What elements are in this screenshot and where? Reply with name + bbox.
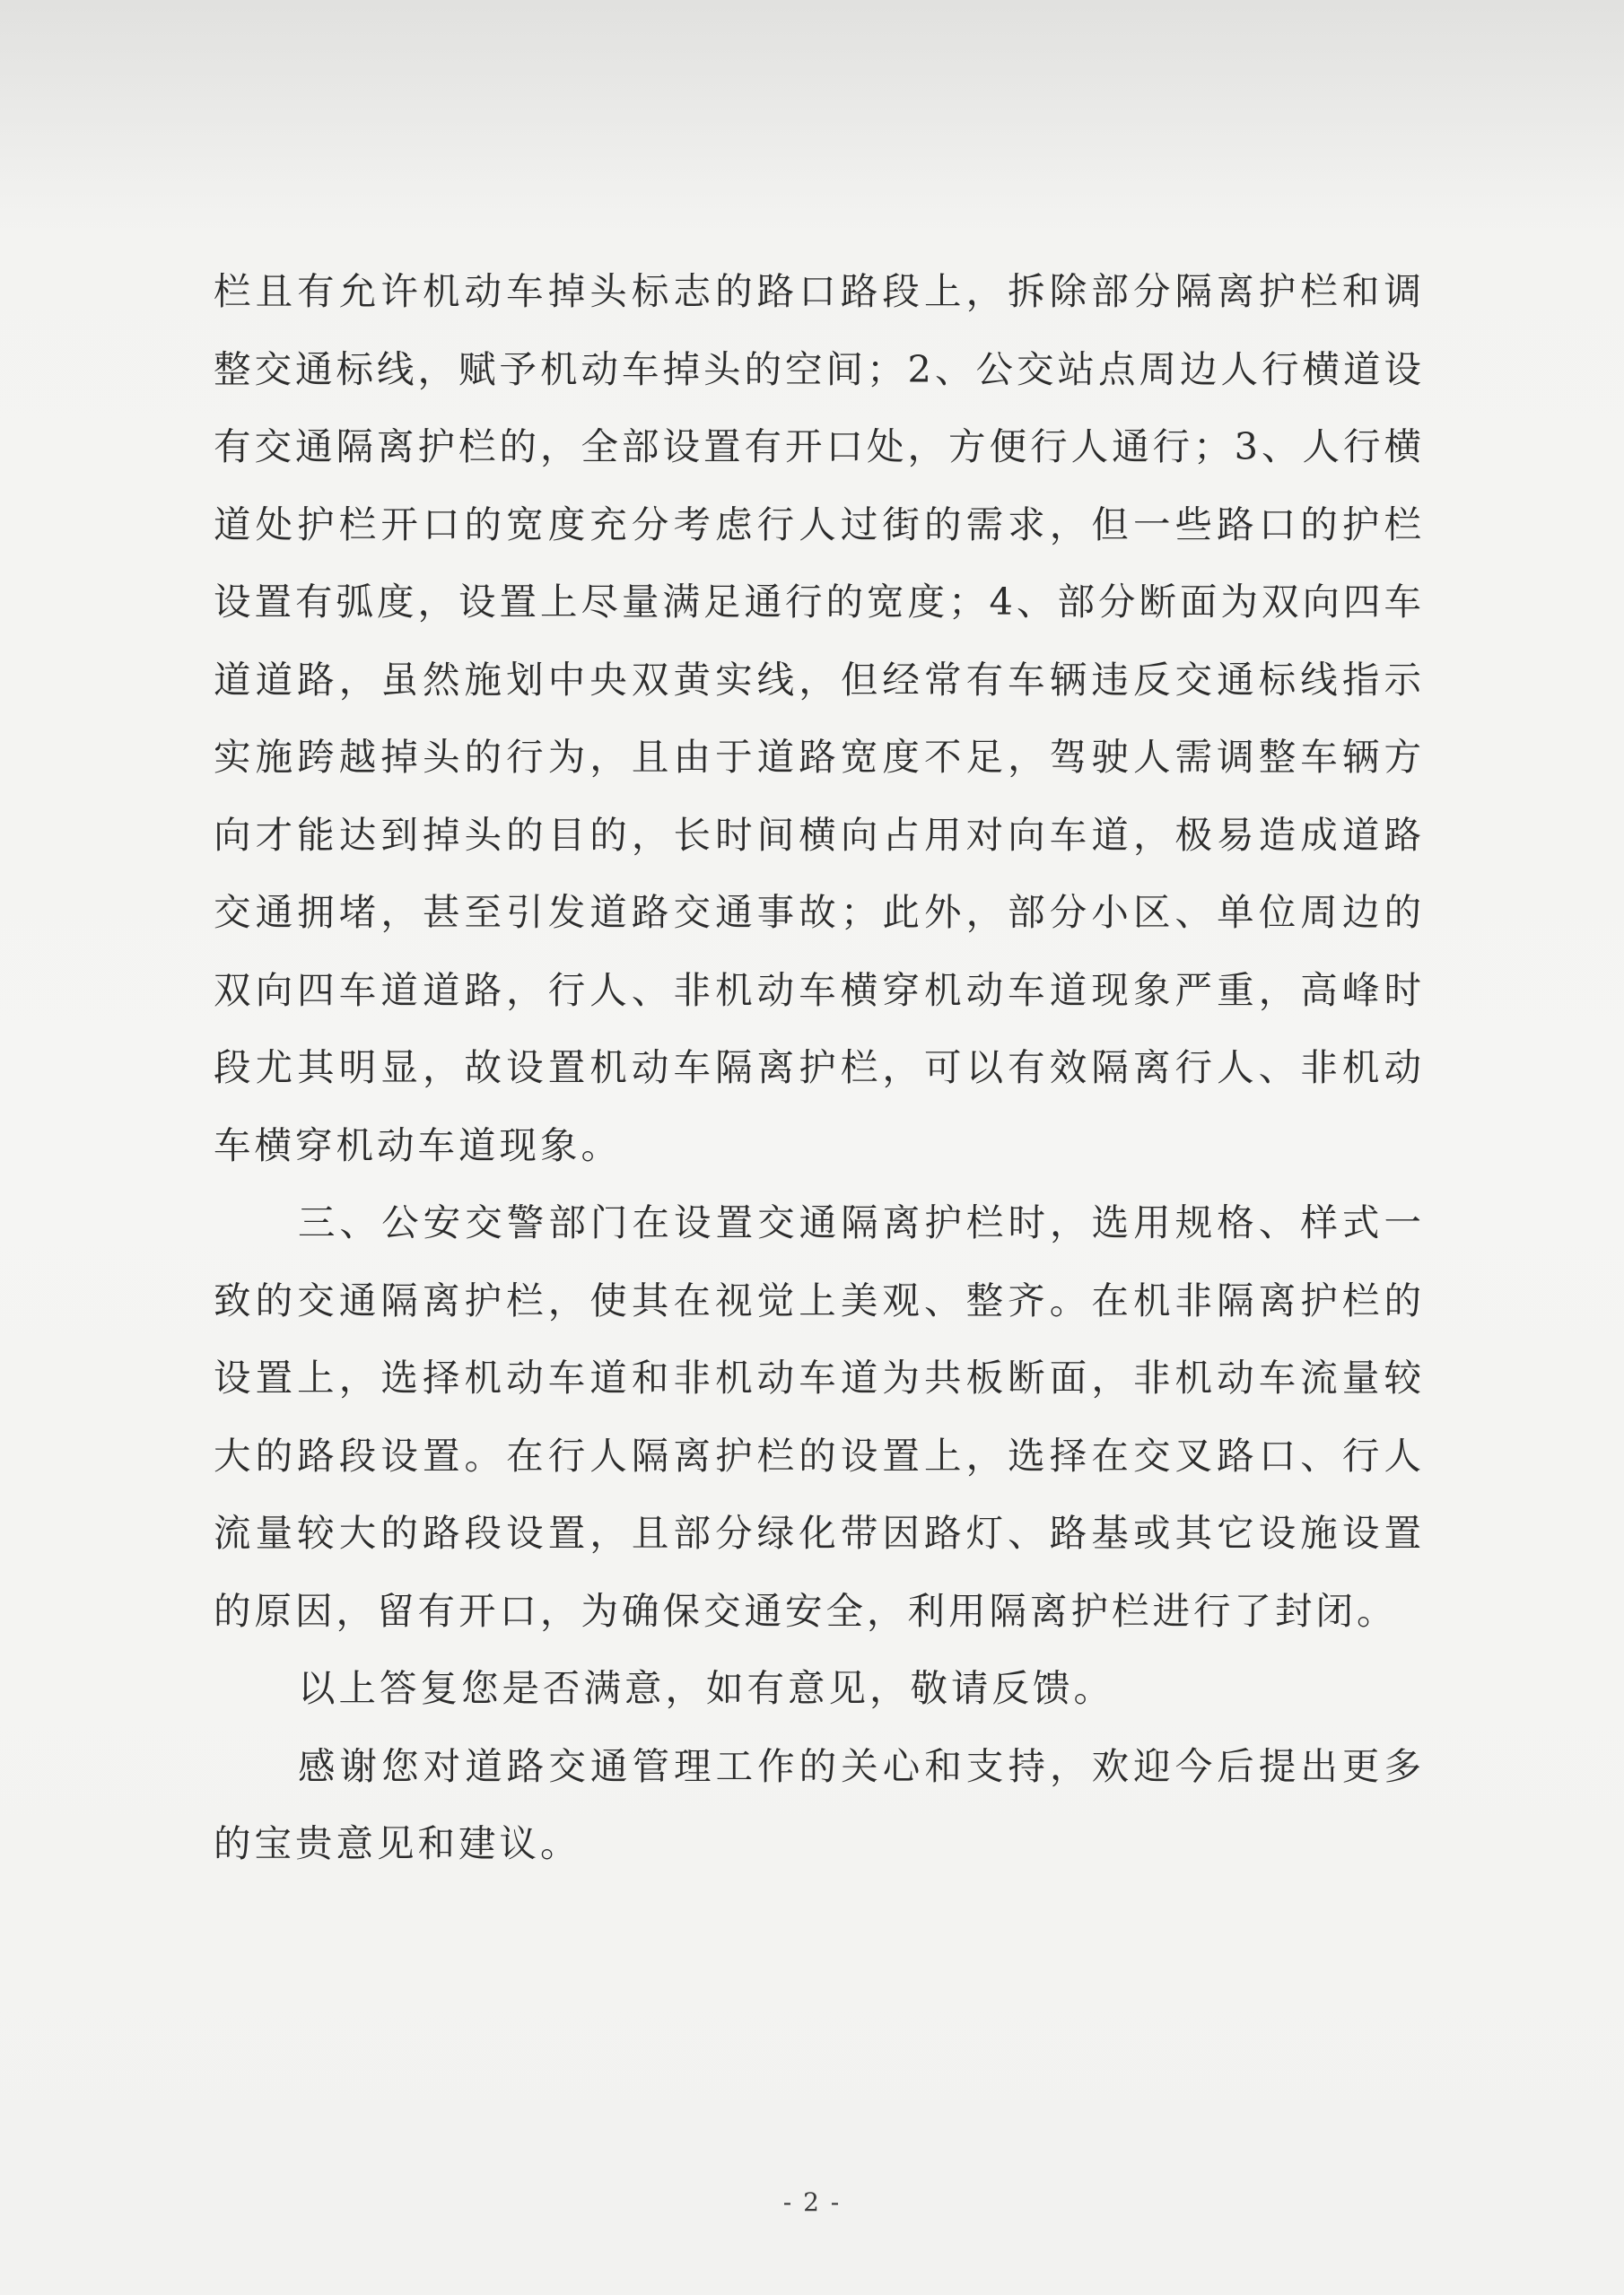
paragraph-feedback: 以上答复您是否满意，如有意见，敬请反馈。 <box>298 1666 1115 1710</box>
document-body <box>214 253 1425 1883</box>
page-number: - 2 - <box>782 2187 842 2217</box>
paragraph-continued: 栏且有允许机动车掉头标志的路口路段上，拆除部分隔离护栏和调整交通标线，赋予机动车掉头的空间；2、公交站点周边人行横道设有交通隔离护栏的，全部设置有开口处，方便行人通行；3、人行横道处护栏开口的宽度充分考虑行人过街的需求，但一些路口的护栏设置有弧度，设置上尽量满足通行的宽度；4、部分断面为双向四车道道路，虽然施划中央双黄实线，但经常有车辆违反交通标线指示实施跨越掉头的行为，且由于道路宽度不足，驾驶人需调整车辆方向才能达到掉头的目的，长时间横向占用对向车道，极易造成道路交通拥堵，甚至引发道路交通事故；此外，部分小区、单位周边的双向四车道道路，行人、非机动车横穿机动车道现象严重，高峰时段尤其明显，故设置机动车隔离护栏，可以有效隔离行人、非机动车横穿机动车道现象。 <box>214 269 1425 1167</box>
paragraph-thanks: 感谢您对道路交通管理工作的关心和支持，欢迎今后提出更多的宝贵意见和建议。 <box>214 1743 1425 1865</box>
paragraph-section-three: 三、公安交警部门在设置交通隔离护栏时，选用规格、样式一致的交通隔离护栏，使其在视觉上美观、整齐。在机非隔离护栏的设置上，选择机动车道和非机动车道为共板断面，非机动车流量较大的路段设置。在行人隔离护栏的设置上，选择在交叉路口、行人流量较大的路段设置，且部分绿化带因路灯、路基或其它设施设置的原因，留有开口，为确保交通安全，利用隔离护栏进行了封闭。 <box>214 1200 1425 1633</box>
scan-shadow <box>0 0 1624 233</box>
